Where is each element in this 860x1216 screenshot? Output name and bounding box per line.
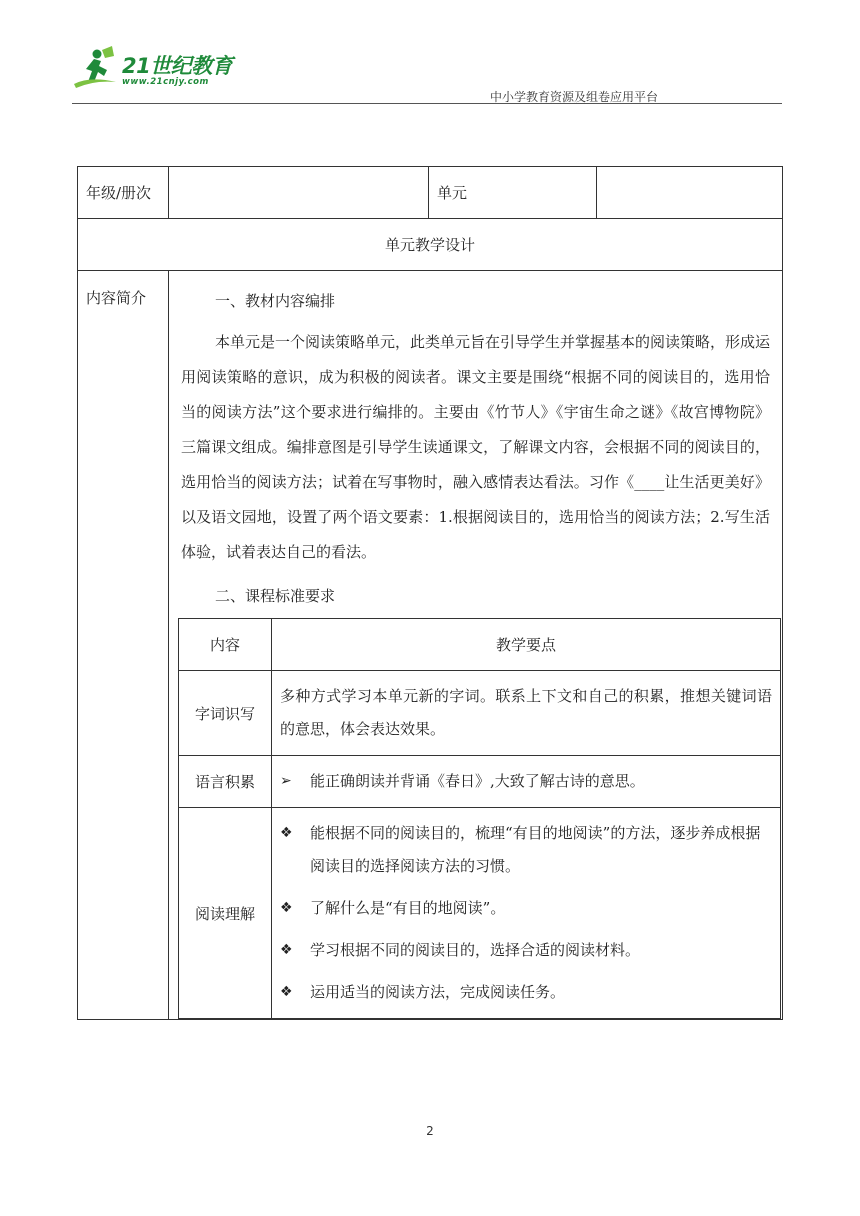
unit-label: 单元 (429, 167, 597, 219)
logo (72, 44, 262, 94)
grade-label: 年级/册次 (78, 167, 169, 219)
unit-design-table (77, 166, 783, 1020)
runner-logo-icon (72, 44, 120, 90)
row-label-words: 字词识写 (179, 671, 272, 756)
intro-label: 内容简介 (78, 271, 169, 1020)
page-number: 2 (426, 1124, 434, 1138)
diamond-bullet-icon: ❖ (280, 942, 293, 958)
table-row (179, 756, 781, 808)
row-text-language: 能正确朗读并背诵《春日》,大致了解古诗的意思。 (310, 772, 645, 790)
logo-url: www.21cnjy.com (122, 77, 209, 87)
diamond-bullet-icon: ❖ (280, 825, 293, 841)
list-item (280, 976, 772, 1009)
platform-name: 中小学教育资源及组卷应用平台 (489, 90, 658, 104)
section2-heading: 二、课程标准要求 (215, 587, 336, 605)
standards-table (178, 618, 781, 1019)
reading-point-1: 能根据不同的阅读目的，梳理“有目的地阅读”的方法，逐步养成根据阅读目的选择阅读方法的习惯。 (310, 824, 761, 875)
row-label-reading: 阅读理解 (179, 808, 272, 1019)
reading-point-2: 了解什么是“有目的地阅读”。 (310, 899, 506, 917)
diamond-bullet-icon: ❖ (280, 984, 293, 1000)
header-divider (72, 103, 782, 104)
grade-value (169, 167, 429, 219)
unit-value (597, 167, 783, 219)
section1-heading: 一、教材内容编排 (215, 292, 336, 310)
diamond-bullet-icon: ❖ (280, 900, 293, 916)
arrow-bullet-icon: ➢ (280, 773, 292, 789)
design-title: 单元教学设计 (78, 219, 783, 271)
logo-text: 21世纪教育 (122, 54, 233, 78)
reading-point-4: 运用适当的阅读方法，完成阅读任务。 (310, 983, 566, 1001)
table-row (179, 671, 781, 756)
section1-paragraph: 本单元是一个阅读策略单元，此类单元旨在引导学生并掌握基本的阅读策略，形成运用阅读策略的意识，成为积极的阅读者。课文主要是围绕“根据不同的阅读目的，选用恰当的阅读方法”这个要求进行编排的。主要由《竹节人》《宇宙生命之谜》《故宫博物院》三篇课文组成。编排意图是引导学生读通课文，了解课文内容，会根据不同的阅读目的，选用恰当的阅读方法；试着在写事物时，融入感情表达看法。习作《____让生活更美好》以及语文园地，设置了两个语文要素：1.根据阅读目的，选用恰当的阅读方法；2.写生活体验，试着表达自己的看法。 (181, 333, 771, 561)
list-item (280, 934, 772, 967)
table-row (179, 808, 781, 1019)
list-item (280, 817, 772, 883)
intro-content-cell (169, 271, 783, 1020)
standards-header-points: 教学要点 (272, 619, 781, 671)
reading-point-3: 学习根据不同的阅读目的，选择合适的阅读材料。 (310, 941, 641, 959)
row-label-language: 语言积累 (179, 756, 272, 808)
standards-header-content: 内容 (179, 619, 272, 671)
page-header (0, 0, 860, 110)
list-item (280, 892, 772, 925)
row-text-words: 多种方式学习本单元新的字词。联系上下文和自己的积累，推想关键词语的意思，体会表达效果。 (280, 687, 772, 738)
